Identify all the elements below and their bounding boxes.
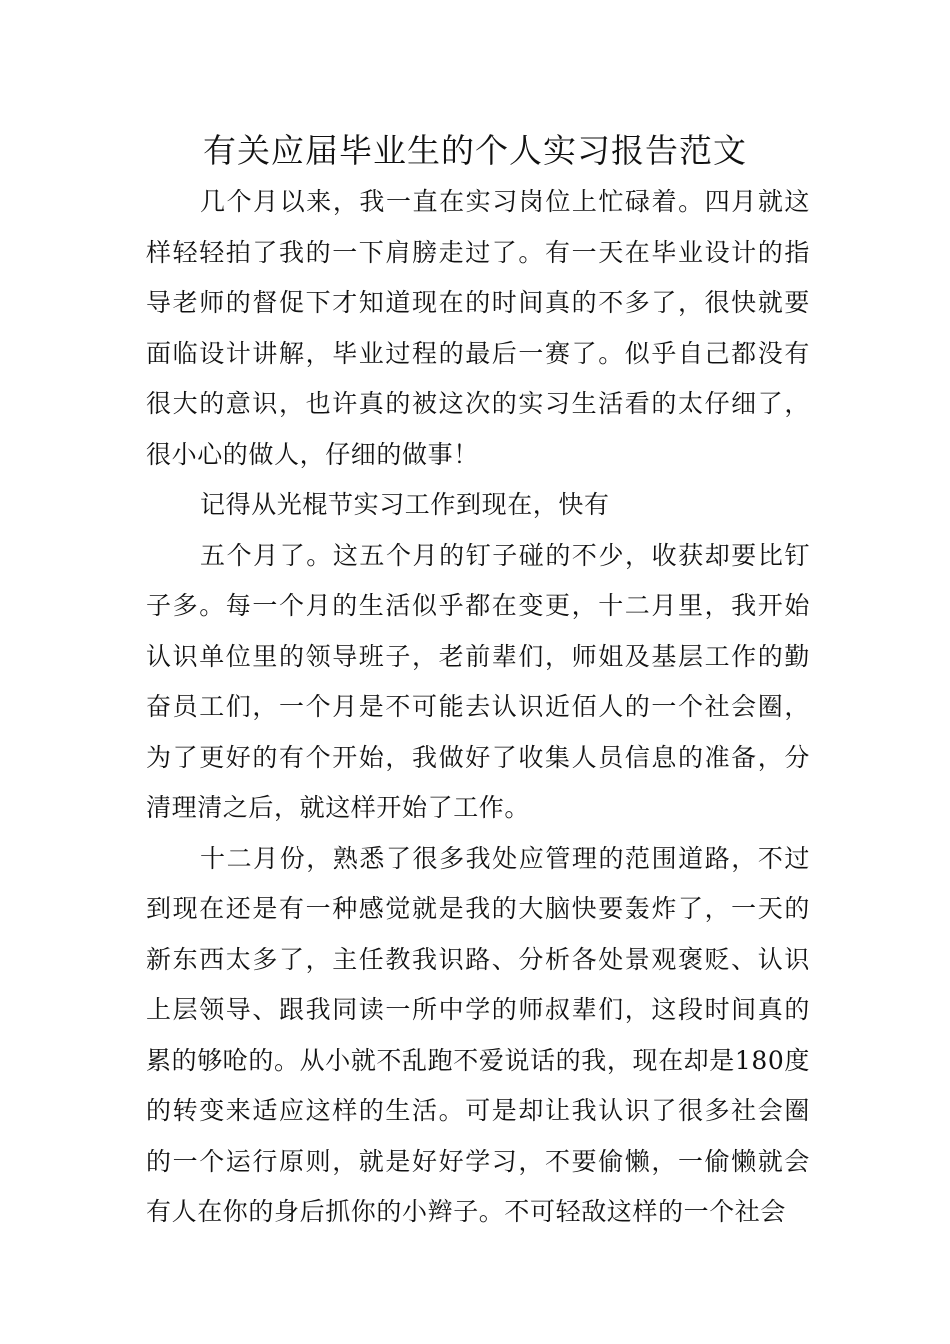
paragraph-2: 记得从光棍节实习工作到现在，快有 [200, 490, 610, 519]
paragraph-4: 十二月份，熟悉了很多我处应管理的范围道路，不过到现在还是有一种感觉就是我的大脑快要轰炸了，一天的新东西太多了，主任教我识路、分析各处景观褒贬、认识上层领导、跟我同读一所中学的师叔辈们，这段时间真的累的够呛的。从小就不乱跑不爱说话的我，现在却是180度的转变来适应这样的生活。可是却让我认识了很多社会圈的一个运行原则，就是好好学习，不要偷懒，一偷懒就会有人在你的身后抓你的小辫子。不可轻敌这样的一个社会 [146, 843, 810, 1226]
paragraph-1: 几个月以来，我一直在实习岗位上忙碌着。四月就这样轻轻拍了我的一下肩膀走过了。有一天在毕业设计的指导老师的督促下才知道现在的时间真的不多了，很快就要面临设计讲解，毕业过程的最后一赛了。似乎自己都没有很大的意识，也许真的被这次的实习生活看的太仔细了，很小心的做人，仔细的做事！ [146, 187, 810, 469]
document-body [146, 177, 810, 1238]
paragraph-3: 五个月了。这五个月的钉子碰的不少，收获却要比钉子多。每一个月的生活似乎都在变更，十二月里，我开始认识单位里的领导班子，老前辈们，师姐及基层工作的勤奋员工们，一个月是不可能去认识近佰人的一个社会圈，为了更好的有个开始，我做好了收集人员信息的准备，分清理清之后，就这样开始了工作。 [146, 540, 810, 822]
document-title: 有关应届毕业生的个人实习报告范文 [203, 131, 747, 170]
